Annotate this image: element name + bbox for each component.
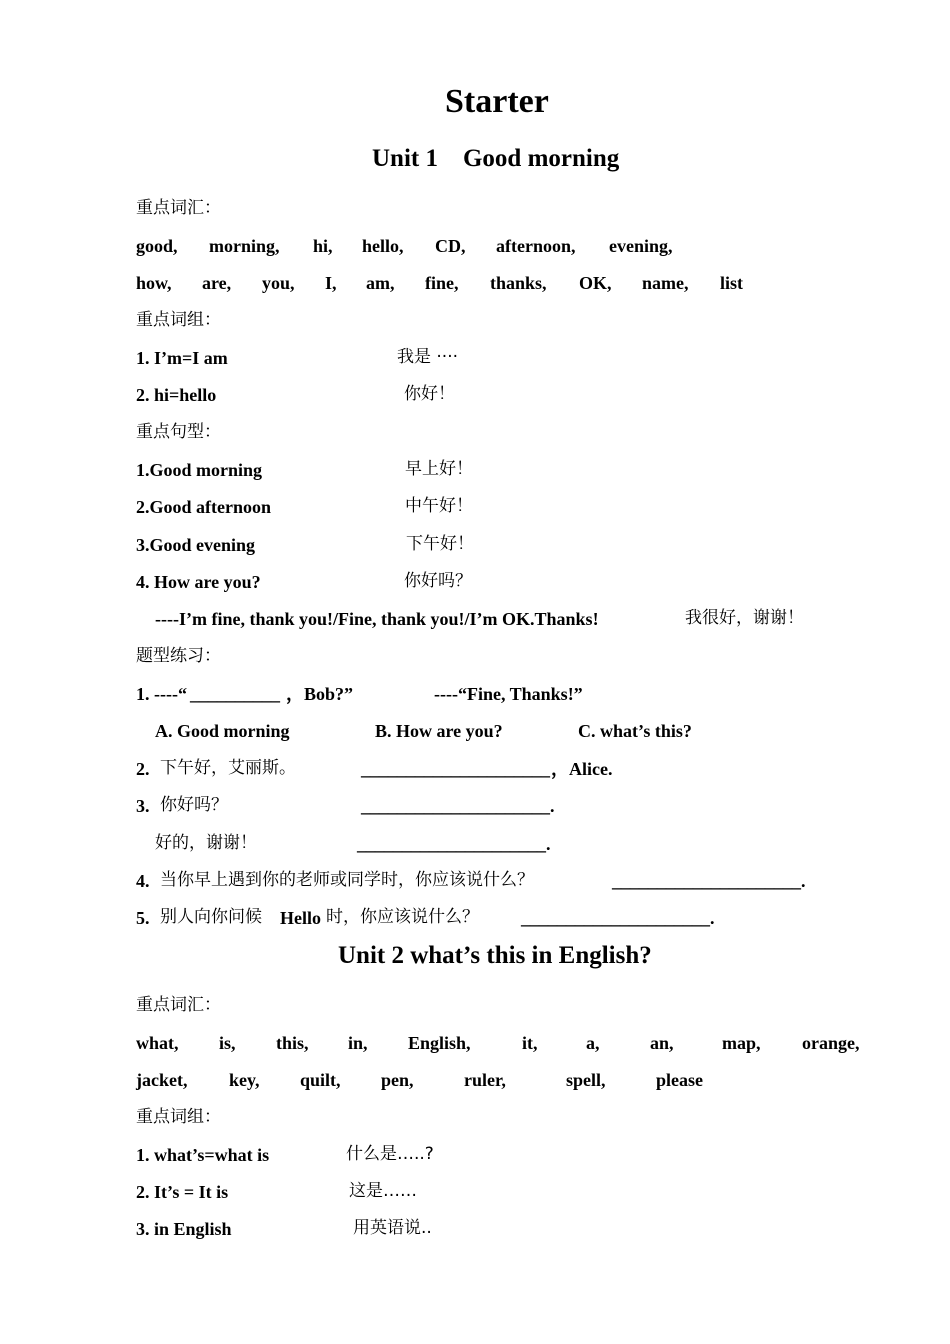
page-title: Starter — [445, 83, 549, 120]
vocab-word: hi, — [313, 236, 333, 256]
vocab-word: key, — [229, 1070, 260, 1090]
vocab-word: name, — [642, 273, 689, 293]
vocab-word: is, — [219, 1033, 236, 1053]
q4-number: 4. — [136, 871, 150, 891]
phrase-cn: 用英语说.. — [353, 1218, 432, 1238]
vocab-word: please — [656, 1070, 703, 1090]
unit2-vocab-label: 重点词汇： — [136, 995, 221, 1015]
vocab-word: am, — [366, 273, 395, 293]
q5-chinese-2: 时，你应该说什么？ — [326, 907, 479, 927]
q3-chinese: 你好吗？ — [160, 795, 228, 815]
q3b-chinese: 好的，谢谢！ — [155, 833, 257, 853]
vocab-word: map, — [722, 1033, 761, 1053]
vocab-word: thanks, — [490, 273, 547, 293]
q4-blank[interactable]: _____________________. — [612, 871, 806, 891]
unit2-heading: Unit 2 what’s this in English? — [338, 942, 652, 969]
q1-mid: ，Bob?” — [286, 684, 354, 704]
vocab-word: I, — [325, 273, 337, 293]
sentence-cn: 中午好！ — [405, 496, 473, 516]
q2-chinese: 下午好，艾丽斯。 — [160, 758, 296, 778]
phrase-cn: 我是 ···· — [397, 347, 459, 367]
vocab-word: evening, — [609, 236, 673, 256]
unit1-exercise-label: 题型练习： — [136, 646, 221, 666]
q2-number: 2. — [136, 759, 150, 779]
phrase-cn: 你好！ — [404, 384, 455, 404]
vocab-word: quilt, — [300, 1070, 341, 1090]
unit2-phrases-label: 重点词组： — [136, 1107, 221, 1127]
phrase-en: 1. I’m=I am — [136, 348, 228, 368]
vocab-word: OK, — [579, 273, 612, 293]
q2-blank[interactable]: _____________________ — [361, 759, 550, 779]
q2-tail: ，Alice. — [551, 759, 613, 779]
vocab-word: spell, — [566, 1070, 606, 1090]
sentence-en: 4. How are you? — [136, 572, 261, 592]
q4-chinese: 当你早上遇到你的老师或同学时，你应该说什么？ — [160, 870, 534, 890]
q1-option-c[interactable]: C. what’s this? — [578, 721, 692, 741]
phrase-en: 2. It’s = It is — [136, 1182, 229, 1202]
q5-blank[interactable]: _____________________. — [521, 908, 715, 928]
sentence-en: 3.Good evening — [136, 535, 256, 555]
q1-prefix: 1. ----“ — [136, 684, 187, 704]
q1-blank[interactable]: __________ — [190, 684, 280, 704]
q1-option-a[interactable]: A. Good morning — [155, 721, 290, 741]
vocab-word: morning, — [209, 236, 280, 256]
sentence-cn: 下午好！ — [406, 534, 474, 554]
vocab-word: hello, — [362, 236, 404, 256]
vocab-word: good, — [136, 236, 178, 256]
phrase-en: 1. what’s=what is — [136, 1145, 270, 1165]
q5-english: Hello — [280, 908, 321, 928]
vocab-word: in, — [348, 1033, 368, 1053]
vocab-word: a, — [586, 1033, 600, 1053]
vocab-word: how, — [136, 273, 172, 293]
phrase-cn: 这是…… — [349, 1181, 417, 1201]
vocab-word: orange, — [802, 1033, 860, 1053]
unit1-phrases-label: 重点词组： — [136, 310, 221, 330]
vocab-word: you, — [262, 273, 295, 293]
vocab-word: list — [720, 273, 744, 293]
unit1-vocab-label: 重点词汇： — [136, 198, 221, 218]
sentence-en: 2.Good afternoon — [136, 497, 271, 517]
vocab-word: afternoon, — [496, 236, 576, 256]
phrase-cn: 什么是…..? — [346, 1144, 434, 1164]
vocab-word: an, — [650, 1033, 674, 1053]
reply-cn: 我很好，谢谢！ — [685, 608, 804, 628]
q3-number: 3. — [136, 796, 150, 816]
reply-en: ----I’m fine, thank you!/Fine, thank you!/I’m OK.Thanks! — [155, 609, 599, 629]
vocab-word: jacket, — [136, 1070, 188, 1090]
vocab-word: English, — [408, 1033, 471, 1053]
q5-chinese-1: 别人向你问候 — [160, 907, 262, 927]
unit1-sentences-label: 重点句型： — [136, 422, 221, 442]
vocab-word: are, — [202, 273, 232, 293]
sentence-cn: 你好吗？ — [404, 571, 472, 591]
q3b-blank[interactable]: _____________________. — [357, 834, 551, 854]
vocab-word: CD, — [435, 236, 466, 256]
unit1-heading: Unit 1 Good morning — [372, 145, 620, 172]
vocab-word: it, — [522, 1033, 538, 1053]
vocab-word: ruler, — [464, 1070, 506, 1090]
phrase-en: 2. hi=hello — [136, 385, 217, 405]
vocab-word: fine, — [425, 273, 459, 293]
vocab-word: this, — [276, 1033, 309, 1053]
vocab-word: what, — [136, 1033, 179, 1053]
phrase-en: 3. in English — [136, 1219, 232, 1239]
q5-number: 5. — [136, 908, 150, 928]
sentence-en: 1.Good morning — [136, 460, 263, 480]
q3-blank[interactable]: _____________________. — [361, 796, 555, 816]
sentence-cn: 早上好！ — [405, 459, 473, 479]
q1-answer: ----“Fine, Thanks!” — [434, 684, 583, 704]
vocab-word: pen, — [381, 1070, 414, 1090]
q1-option-b[interactable]: B. How are you? — [375, 721, 503, 741]
